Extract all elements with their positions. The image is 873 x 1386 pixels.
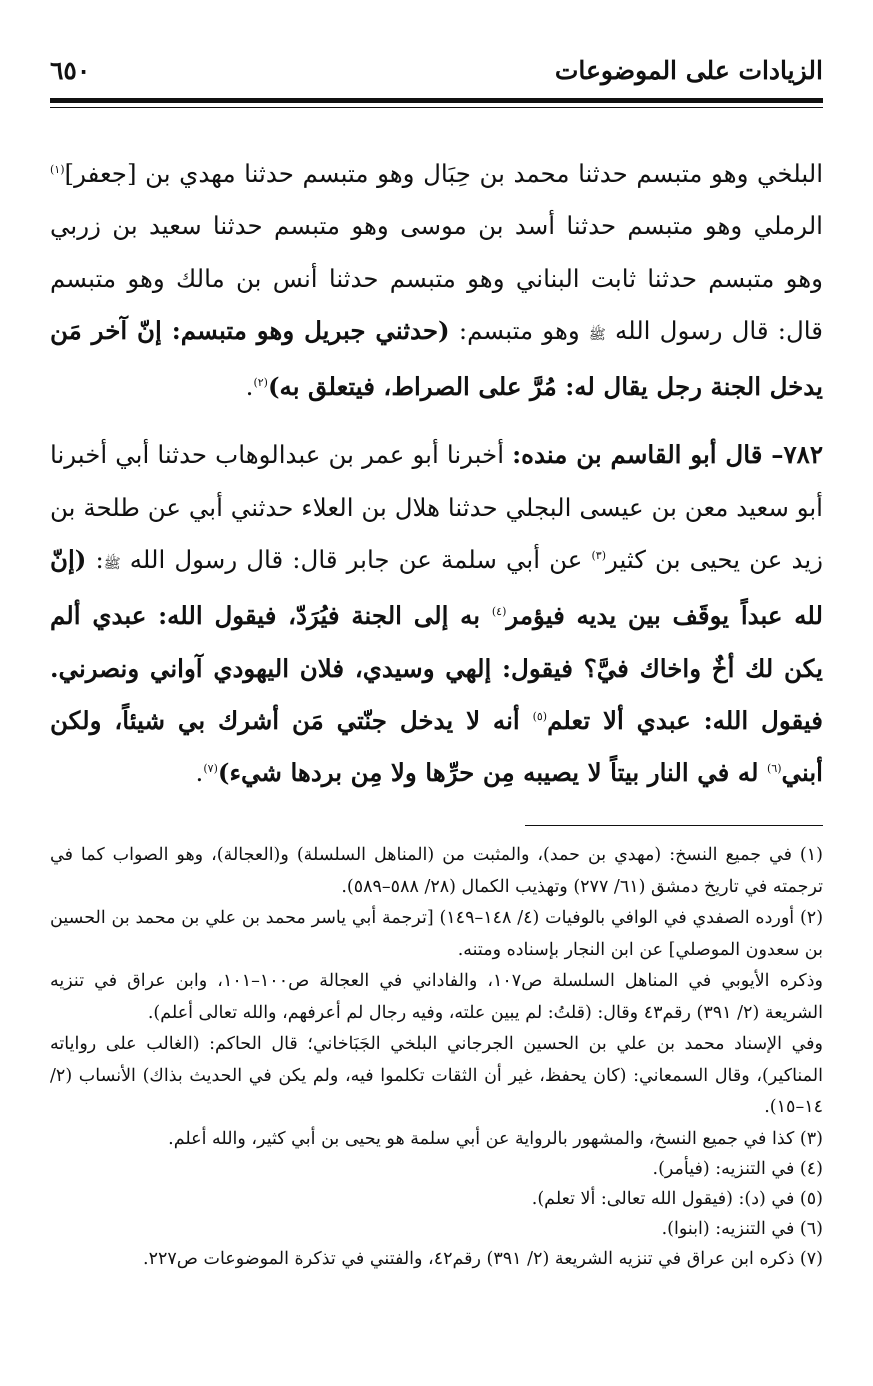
footnote-ref-2: (٢)	[253, 376, 268, 390]
footnote-ref-6: (٦)	[767, 762, 782, 776]
footnote-5: (٥) في (د): (فيقول الله تعالى: ألا تعلم).	[531, 1188, 823, 1209]
salutation-glyph: ﷺ	[103, 556, 121, 573]
footnote-ref-3: (٣)	[591, 548, 606, 562]
footnote-2-continued: وذكره الأيوبي في المناهل السلسلة ص١٠٧، والفاداني في العجالة ص١٠٠–١٠١، وابن عراق في تنزيه الشريعة (٢/ ٣٩١) رقم٤٣ وقال: (قلتُ: لم يبين علته، وفيه رجال لم أعرفهم، والله تعالى أعلم).	[50, 971, 823, 1023]
text-span: :	[86, 545, 104, 575]
hadith-text: (حدثني جبريل وهو متبسم: إنّ آخر مَن يدخل الجنة رجل يقال له: مُرَّ على الصراط، فيتعلق به)	[50, 315, 823, 402]
hadith-text: له في النار بيتاً لا يصيبه مِن حرِّها ولا مِن بردها شيء)	[217, 758, 768, 788]
hadith-text: أنه لا يدخل جنّتي مَن أشرك بي شيئاً، ولكن أبني	[50, 705, 823, 788]
footnote-ref-4: (٤)	[491, 605, 507, 619]
footnote-1: (١) في جميع النسخ: (مهدي بن حمد)، والمثبت من (المناهل السلسلة) و(العجالة)، وهو الصواب كما في ترجمته في تاريخ دمشق (٦١/ ٢٧٧) وتهذيب الكمال (٢٨/ ٥٨٨–٥٨٩).	[50, 845, 823, 897]
main-text	[50, 148, 823, 800]
footnote-7: (٧) ذكره ابن عراق في تنزيه الشريعة (٢/ ٣٩١) رقم٤٢، والفتني في تذكرة الموضوعات ص٢٢٧.	[142, 1248, 823, 1269]
page-number: ٦٥٠	[50, 55, 91, 85]
text-span: أخبرنا أبو عمر بن عبدالوهاب حدثنا أبي أخبرنا أبو سعيد معن بن عيسى البجلي حدثنا هلال بن العلاء حدثني أبي عن طلحة بن زيد عن يحيى بن كثير	[50, 440, 823, 575]
footnote-6: (٦) في التنزيه: (ابنوا).	[661, 1218, 823, 1239]
page-header	[50, 48, 823, 92]
footnote-4: (٤) في التنزيه: (فيأمر).	[652, 1158, 823, 1179]
footnote-ref-5: (٥)	[532, 709, 548, 723]
text-span: وهو متبسم:	[449, 315, 589, 345]
hadith-text: (إنّ لله عبداً يوقَف بين يديه فيؤمر	[50, 545, 823, 631]
paragraph-continuation	[50, 148, 823, 413]
footnotes	[50, 840, 823, 1274]
text-span: البلخي وهو متبسم حدثنا محمد بن حِبَال وهو متبسم حدثنا مهدي بن [جعفر]	[64, 159, 823, 188]
text-span: عن أبي سلمة عن جابر قال: قال رسول الله	[120, 545, 592, 575]
text-span: .	[245, 372, 254, 402]
salutation-glyph: ﷺ	[588, 326, 606, 343]
text-span: .	[195, 758, 204, 788]
footnote-ref-7: (٧)	[203, 762, 218, 776]
book-page	[50, 0, 823, 1386]
running-title: الزيادات على الموضوعات	[554, 55, 823, 85]
footnote-2-continued: وفي الإسناد محمد بن علي بن الحسين الجرجاني البلخي الجَبَاخاني؛ قال الحاكم: (الغالب على رواياته المناكير)، وقال السمعاني: (كان يحفظ، غير أن الثقات تكلموا فيه، ولم يكن في الحديث بذاك) الأنساب (٢/ ١٤–١٥).	[50, 1034, 823, 1117]
entry-heading: ٧٨٢– قال أبو القاسم بن منده:	[512, 440, 823, 470]
footnote-2: (٢) أورده الصفدي في الوافي بالوفيات (٤/ ١٤٨–١٤٩) [ترجمة أبي ياسر محمد بن علي بن محمد بن الحسين بن سعدون الموصلي] عن ابن النجار بإسناده ومتنه.	[50, 908, 824, 960]
footnote-separator	[525, 825, 823, 826]
hadith-text: به إلى الجنة فيُرَدّ، فيقول الله: عبدي ألم يكن لك أخٌ واخاك فيَّ؟ فيقول: إلهي وسيدي، فلان اليهودي آواني ونصرني. فيقول الله: عبدي ألا تعلم	[50, 601, 823, 735]
footnote-ref-1: (١)	[50, 162, 65, 176]
footnote-3: (٣) كذا في جميع النسخ، والمشهور بالرواية عن أبي سلمة هو يحيى بن أبي كثير، والله أعلم.	[168, 1128, 823, 1149]
paragraph-782	[50, 429, 823, 799]
header-rule-thin	[50, 107, 823, 108]
header-rule-thick	[50, 98, 823, 103]
text-span: الرملي وهو متبسم حدثنا أسد بن موسى وهو متبسم حدثنا سعيد بن زربي وهو متبسم حدثنا ثابت البناني وهو متبسم حدثنا أنس بن مالك وهو متبسم قال: قال رسول الله	[50, 211, 823, 345]
